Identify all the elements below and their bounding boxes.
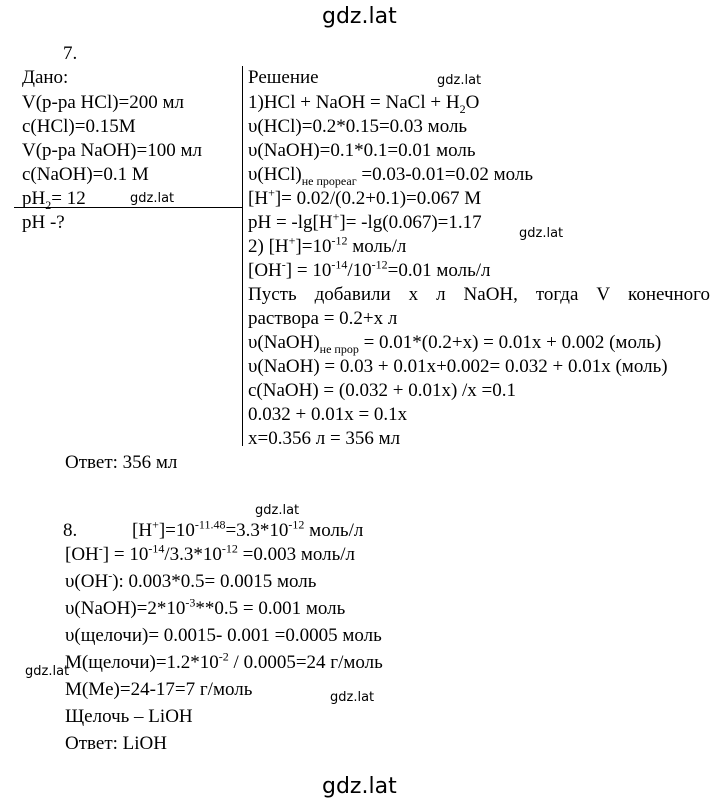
moles-hcl-remaining: $\upsilon(HCl)_{не прореаг} =0.03-0.01=0.02$ моль: [248, 164, 534, 188]
given-solution-divider: [242, 66, 243, 446]
given-v-naoh: V(р-ра NaOH)=100 мл: [22, 140, 202, 161]
reaction-equation: 1)HCl + NaOH = NaCl + $H_2O$: [248, 92, 480, 116]
solution-title: Решение: [248, 67, 319, 88]
moles-alkali-8: υ(щелочи)= 0.0015- 0.001 =0.0005 моль: [65, 625, 382, 646]
equation: 0.032 + 0.01x = 0.1x: [248, 404, 408, 425]
h-concentration: [H+]= 0.02/(0.2+0.1)=0.067 M: [248, 185, 482, 209]
let-statement-line1: Пусть добавили x л NaOH, тогда V конечного: [248, 284, 710, 305]
watermark: gdz.lat: [255, 503, 300, 518]
ph-calc: pH = -lg[H+]= -lg(0.067)=1.17: [248, 209, 482, 233]
h-concentration-8: $[H^+]=10^{-11.48}=3.3*10^{-12}$ моль/л: [132, 517, 364, 541]
alkali-identity-8: Щелочь – LiOH: [65, 706, 193, 727]
watermark: gdz.lat: [25, 664, 70, 679]
given-v-hcl: V(р-ра HCl)=200 мл: [22, 92, 185, 113]
moles-naoh-total: υ(NaOH) = 0.03 + 0.01x+0.002= 0.032 + 0.01x (моль): [248, 356, 668, 377]
given-ph2: $pH_2= 12$: [22, 188, 86, 212]
problem-number: 8.: [63, 520, 78, 541]
moles-naoh: υ(NaOH)=0.1*0.1=0.01 моль: [248, 140, 476, 161]
step2-h: 2) $[H^+]=10^{-12}$ моль/л: [248, 233, 407, 257]
c-naoh-equation: c(NaOH) = (0.032 + 0.01x) /x =0.1: [248, 380, 517, 401]
watermark-bottom: gdz.lat: [322, 774, 397, 799]
watermark-top: gdz.lat: [322, 4, 397, 29]
moles-naoh-remaining: $\upsilon(NaOH)_{не прор} = 0.01*(0.2+x) = 0.01x + 0.002$ (моль): [248, 332, 662, 356]
watermark: gdz.lat: [437, 73, 482, 88]
given-c-naoh: c(NaOH)=0.1 M: [22, 164, 149, 185]
moles-oh-8: υ(OH-): 0.003*0.5= 0.0015 моль: [65, 568, 317, 592]
watermark: gdz.lat: [330, 690, 375, 705]
problem-number: 7.: [63, 43, 78, 64]
x-result: x=0.356 л = 356 мл: [248, 428, 401, 449]
moles-hcl: υ(HCl)=0.2*0.15=0.03 моль: [248, 116, 468, 137]
molar-mass-alkali-8: $M(щелочи)=1.2*10^{-2} / 0.0005=24$ г/моль: [65, 649, 383, 673]
step2-oh: $[OH^-] = 10^{-14}/10^{-12}=0.01$ моль/л: [248, 257, 491, 281]
answer-8: Ответ: LiOH: [65, 733, 167, 754]
watermark: gdz.lat: [519, 226, 564, 241]
molar-mass-metal-8: M(Me)=24-17=7 г/моль: [65, 679, 253, 700]
find-ph: pH -?: [22, 212, 65, 233]
watermark: gdz.lat: [130, 191, 175, 206]
let-statement-line2: раствора = 0.2+x л: [248, 308, 398, 329]
oh-concentration-8: $[OH^-] = 10^{-14}/3.3*10^{-12} =0.003$ моль/л: [65, 541, 356, 565]
given-c-hcl: c(HCl)=0.15M: [22, 116, 136, 137]
answer-7: Ответ: 356 мл: [65, 452, 178, 473]
given-title: Дано:: [22, 67, 69, 88]
moles-naoh-8: $\upsilon(NaOH)=2*10^{-3}**0.5 = 0.001$ моль: [65, 595, 346, 619]
